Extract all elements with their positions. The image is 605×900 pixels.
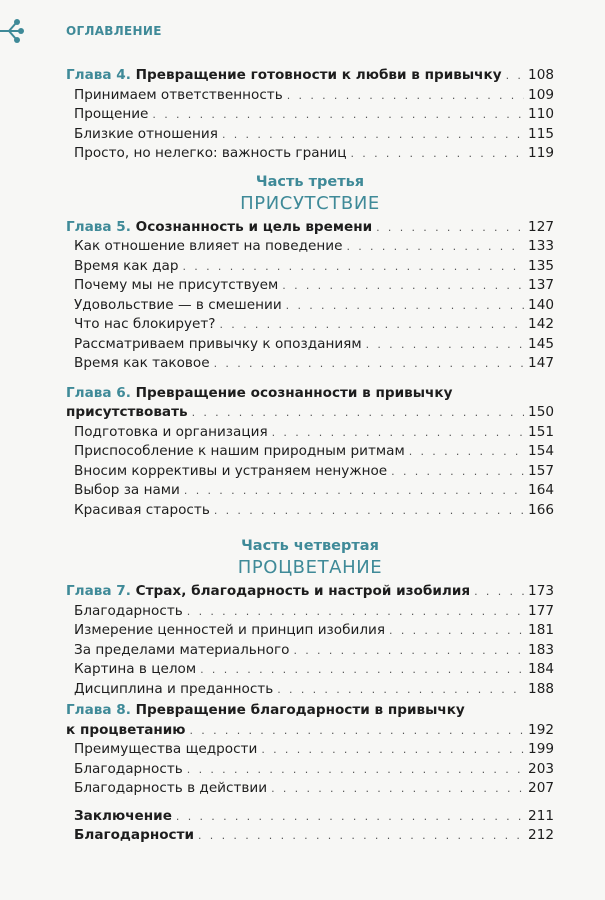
toc-item[interactable]: [66, 602, 554, 622]
page-number: 164: [528, 482, 554, 498]
toc-item-title: Картина в целом: [74, 661, 197, 677]
page-number: 151: [528, 423, 554, 440]
page-header-title: ОГЛАВЛЕНИЕ: [66, 24, 162, 38]
toc-item-title: Вносим коррективы и устраняем ненужное: [74, 462, 388, 479]
toc-item[interactable]: [66, 760, 554, 780]
toc-item[interactable]: [66, 315, 554, 335]
page-number: 133: [528, 238, 554, 254]
page-number: 154: [528, 443, 554, 459]
chapter-title-line2: присутствовать: [66, 404, 188, 420]
toc-item[interactable]: [66, 660, 554, 680]
toc-item-title: Время как дар: [74, 257, 179, 274]
branch-dots-icon: [0, 16, 26, 44]
chapter-title: Страх, благодарность и настрой изобилия: [135, 583, 471, 599]
page-number: 127: [528, 218, 554, 235]
toc-item[interactable]: [66, 481, 554, 501]
dot-leader: [190, 721, 525, 741]
dot-leader: [187, 602, 524, 622]
toc-item[interactable]: [66, 462, 554, 482]
chapter-title: Осознанность и цель времени: [135, 218, 373, 235]
toc-chapter-7[interactable]: [66, 582, 554, 602]
toc-item-title: Почему мы не присутствуем: [74, 277, 279, 293]
dot-leader: [277, 680, 524, 700]
dot-leader: [200, 660, 524, 680]
toc-item-title: Выбор за нами: [74, 482, 180, 498]
chapter-title-line2: к процветанию: [66, 721, 186, 738]
dot-leader: [214, 501, 524, 521]
toc-item[interactable]: [66, 740, 554, 760]
page-number: 115: [528, 125, 554, 142]
toc-chapter-6[interactable]: [66, 403, 554, 423]
toc-item[interactable]: [66, 779, 554, 799]
toc-item-title: Время как таковое: [74, 355, 210, 371]
toc-item-title: Прощение: [74, 106, 149, 122]
page-number: 173: [528, 583, 554, 599]
page-number: 150: [528, 404, 554, 420]
toc-item[interactable]: [66, 105, 554, 125]
toc-item[interactable]: [66, 501, 554, 521]
page-number: 192: [528, 721, 554, 738]
part-heading-4: [66, 536, 554, 580]
toc-item[interactable]: [66, 423, 554, 443]
toc-chapter-4[interactable]: [66, 66, 554, 86]
chapter-number: Глава 6.: [66, 384, 131, 401]
page-number: 145: [528, 335, 554, 352]
part-label: Часть третья: [255, 173, 365, 190]
toc-conclusion[interactable]: [66, 807, 554, 827]
part-label: Часть четвертая: [241, 538, 379, 554]
page-number: 147: [528, 355, 554, 371]
dot-leader: [389, 621, 524, 641]
chapter-title-line1: Превращение благодарности в привычку: [135, 702, 465, 718]
page-number: 199: [528, 741, 554, 757]
toc-chapter-8[interactable]: [66, 721, 554, 741]
toc-item[interactable]: [66, 442, 554, 462]
toc-item-title: Благодарность в действии: [74, 780, 268, 796]
toc-chapter-5[interactable]: [66, 218, 554, 238]
toc-item-title: Принимаем ответственность: [74, 86, 283, 103]
page-number: 188: [528, 680, 554, 697]
dot-leader: [474, 582, 524, 602]
chapter-title: Превращение готовности к любви в привычку: [135, 67, 502, 83]
toc-item[interactable]: [66, 257, 554, 277]
toc-chapter-6-title[interactable]: [66, 384, 554, 404]
toc-item-title: Красивая старость: [74, 501, 210, 518]
toc-item[interactable]: [66, 641, 554, 661]
toc-acknowledgements[interactable]: [66, 826, 554, 846]
dot-leader: [351, 144, 525, 164]
toc-item-title: Приспособление к нашим природным ритмам: [74, 443, 405, 459]
toc-item-title: Что нас блокирует?: [74, 316, 216, 332]
toc-item-title: Подготовка и организация: [74, 423, 268, 440]
chapter-number: Глава 4.: [66, 67, 131, 83]
page-number: 207: [528, 780, 554, 796]
toc-item[interactable]: [66, 680, 554, 700]
page-number: 184: [528, 661, 554, 677]
page-number: 135: [528, 257, 554, 274]
toc-item-title: Благодарности: [74, 827, 195, 843]
dot-leader: [272, 423, 524, 443]
toc-item[interactable]: [66, 335, 554, 355]
chapter-number: Глава 5.: [66, 218, 131, 235]
page-number: 157: [528, 462, 554, 479]
chapter-title-line1: Превращение осознанности в привычку: [135, 384, 453, 401]
dot-leader: [187, 760, 524, 780]
toc-item-title: Близкие отношения: [74, 125, 218, 142]
dot-leader: [198, 826, 524, 846]
dot-leader: [152, 105, 524, 125]
page-number: 140: [528, 296, 554, 313]
page-number: 137: [528, 277, 554, 293]
page-number: 110: [528, 106, 554, 122]
toc-item-title: Благодарность: [74, 602, 183, 619]
toc-item-title: Заключение: [74, 807, 172, 824]
page-number: 203: [528, 760, 554, 777]
toc-item[interactable]: [66, 144, 554, 164]
toc-item[interactable]: [66, 237, 554, 257]
dot-leader: [506, 66, 524, 86]
toc-chapter-8-title[interactable]: [66, 701, 554, 721]
chapter-number: Глава 8.: [66, 702, 131, 718]
dot-leader: [261, 740, 524, 760]
toc-item[interactable]: [66, 354, 554, 374]
dot-leader: [287, 86, 524, 106]
dot-leader: [346, 237, 524, 257]
page-number: 142: [528, 316, 554, 332]
page-header: [0, 16, 605, 44]
dot-leader: [222, 125, 524, 145]
dot-leader: [293, 641, 524, 661]
dot-leader: [286, 296, 524, 316]
dot-leader: [271, 779, 524, 799]
dot-leader: [183, 257, 525, 277]
part-name: ПРОЦВЕТАНИЕ: [237, 557, 383, 578]
dot-leader: [376, 218, 524, 238]
toc-item[interactable]: [66, 86, 554, 106]
page-number: 183: [528, 641, 554, 658]
dot-leader: [220, 315, 525, 335]
page-number: 108: [528, 67, 554, 83]
toc-item-title: Просто, но нелегко: важность границ: [74, 145, 347, 161]
toc-item-title: Преимущества щедрости: [74, 741, 258, 757]
toc-item-title: Дисциплина и преданность: [74, 680, 274, 697]
dot-leader: [184, 481, 524, 501]
dot-leader: [282, 276, 524, 296]
part-heading-3: [66, 172, 554, 216]
page-number: 119: [528, 145, 554, 161]
page-number: 166: [528, 501, 554, 518]
toc-item-title: Рассматриваем привычку к опозданиям: [74, 335, 362, 352]
page-number: 109: [528, 86, 554, 103]
toc-item-title: Измерение ценностей и принцип изобилия: [74, 622, 386, 638]
chapter-number: Глава 7.: [66, 583, 131, 599]
dot-leader: [192, 403, 524, 423]
page-number: 211: [528, 807, 554, 824]
page-number: 181: [528, 622, 554, 638]
toc-item-title: Удовольствие — в смешении: [74, 296, 282, 313]
toc-item[interactable]: [66, 296, 554, 316]
toc-item[interactable]: [66, 621, 554, 641]
toc-item[interactable]: [66, 276, 554, 296]
dot-leader: [366, 335, 524, 355]
dot-leader: [214, 354, 524, 374]
dot-leader: [409, 442, 524, 462]
toc-item-title: Благодарность: [74, 760, 183, 777]
dot-leader: [391, 462, 524, 482]
dot-leader: [176, 807, 524, 827]
toc-item[interactable]: [66, 125, 554, 145]
toc-item-title: За пределами материального: [74, 641, 290, 658]
toc-item-title: Как отношение влияет на поведение: [74, 238, 343, 254]
page-number: 177: [528, 602, 554, 619]
table-of-contents: [66, 64, 554, 846]
part-name: ПРИСУТСТВИЕ: [240, 192, 380, 214]
page-number: 212: [528, 827, 554, 843]
